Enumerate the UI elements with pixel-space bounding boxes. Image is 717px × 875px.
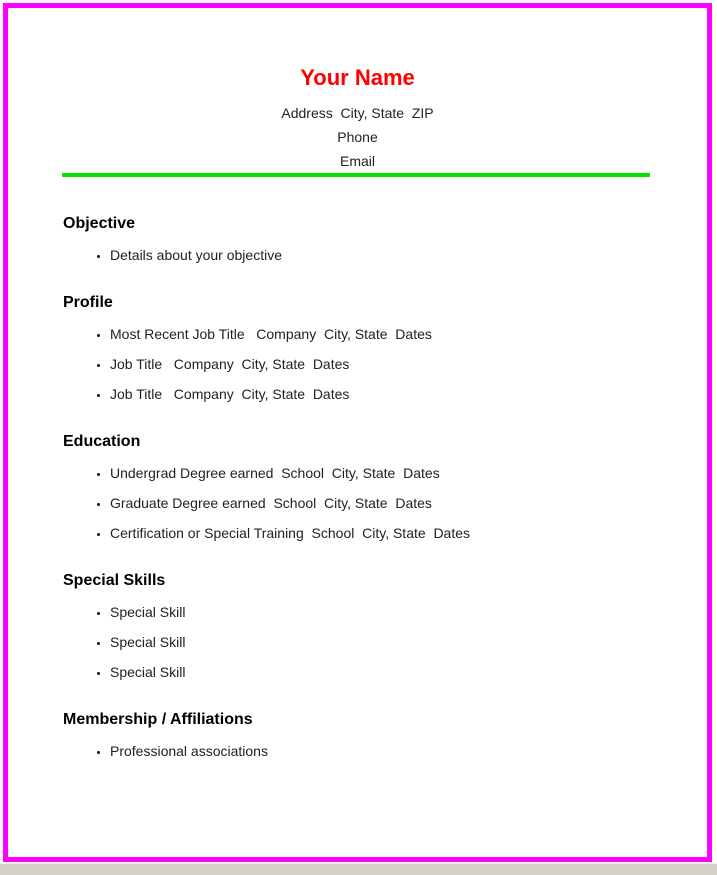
bullet-item: • Professional associations <box>110 741 707 761</box>
contact-block <box>8 101 707 173</box>
section-item-list <box>8 741 707 761</box>
bullet-item: • Job Title Company City, State Dates <box>110 384 707 404</box>
bullet-item: • Certification or Special Training School City, State Dates <box>110 523 707 543</box>
address-line: Address City, State ZIP <box>281 105 434 121</box>
resume-section <box>8 214 707 275</box>
section-title: Special Skills <box>63 572 166 589</box>
bullet-item: • Special Skill <box>110 632 707 652</box>
phone-line: Phone <box>337 129 378 145</box>
bullet-item: • Special Skill <box>110 662 707 682</box>
section-item-list <box>8 245 707 265</box>
section-title: Profile <box>63 294 113 311</box>
bullet-item: • Details about your objective <box>110 245 707 265</box>
bullet-item: • Most Recent Job Title Company City, State Dates <box>110 324 707 344</box>
section-item-list <box>8 463 707 543</box>
section-title: Objective <box>63 215 136 232</box>
bullet-item: • Graduate Degree earned School City, State Dates <box>110 493 707 513</box>
resume-section <box>8 710 707 771</box>
bullet-item: • Undergrad Degree earned School City, State Dates <box>110 463 707 483</box>
resume-section <box>8 293 707 414</box>
header-divider <box>62 173 650 177</box>
window-status-bar <box>0 863 717 875</box>
name-heading: Your Name <box>300 65 415 90</box>
bullet-item: • Special Skill <box>110 602 707 622</box>
bullet-item: • Job Title Company City, State Dates <box>110 354 707 374</box>
email-line: Email <box>339 153 375 169</box>
section-title: Membership / Affiliations <box>63 711 253 728</box>
resume-sections <box>8 214 707 771</box>
section-item-list <box>8 602 707 682</box>
resume-section <box>8 571 707 692</box>
resume-header <box>8 65 707 173</box>
resume-section <box>8 432 707 553</box>
section-title: Education <box>63 433 141 450</box>
resume-page <box>3 3 712 862</box>
section-item-list <box>8 324 707 404</box>
